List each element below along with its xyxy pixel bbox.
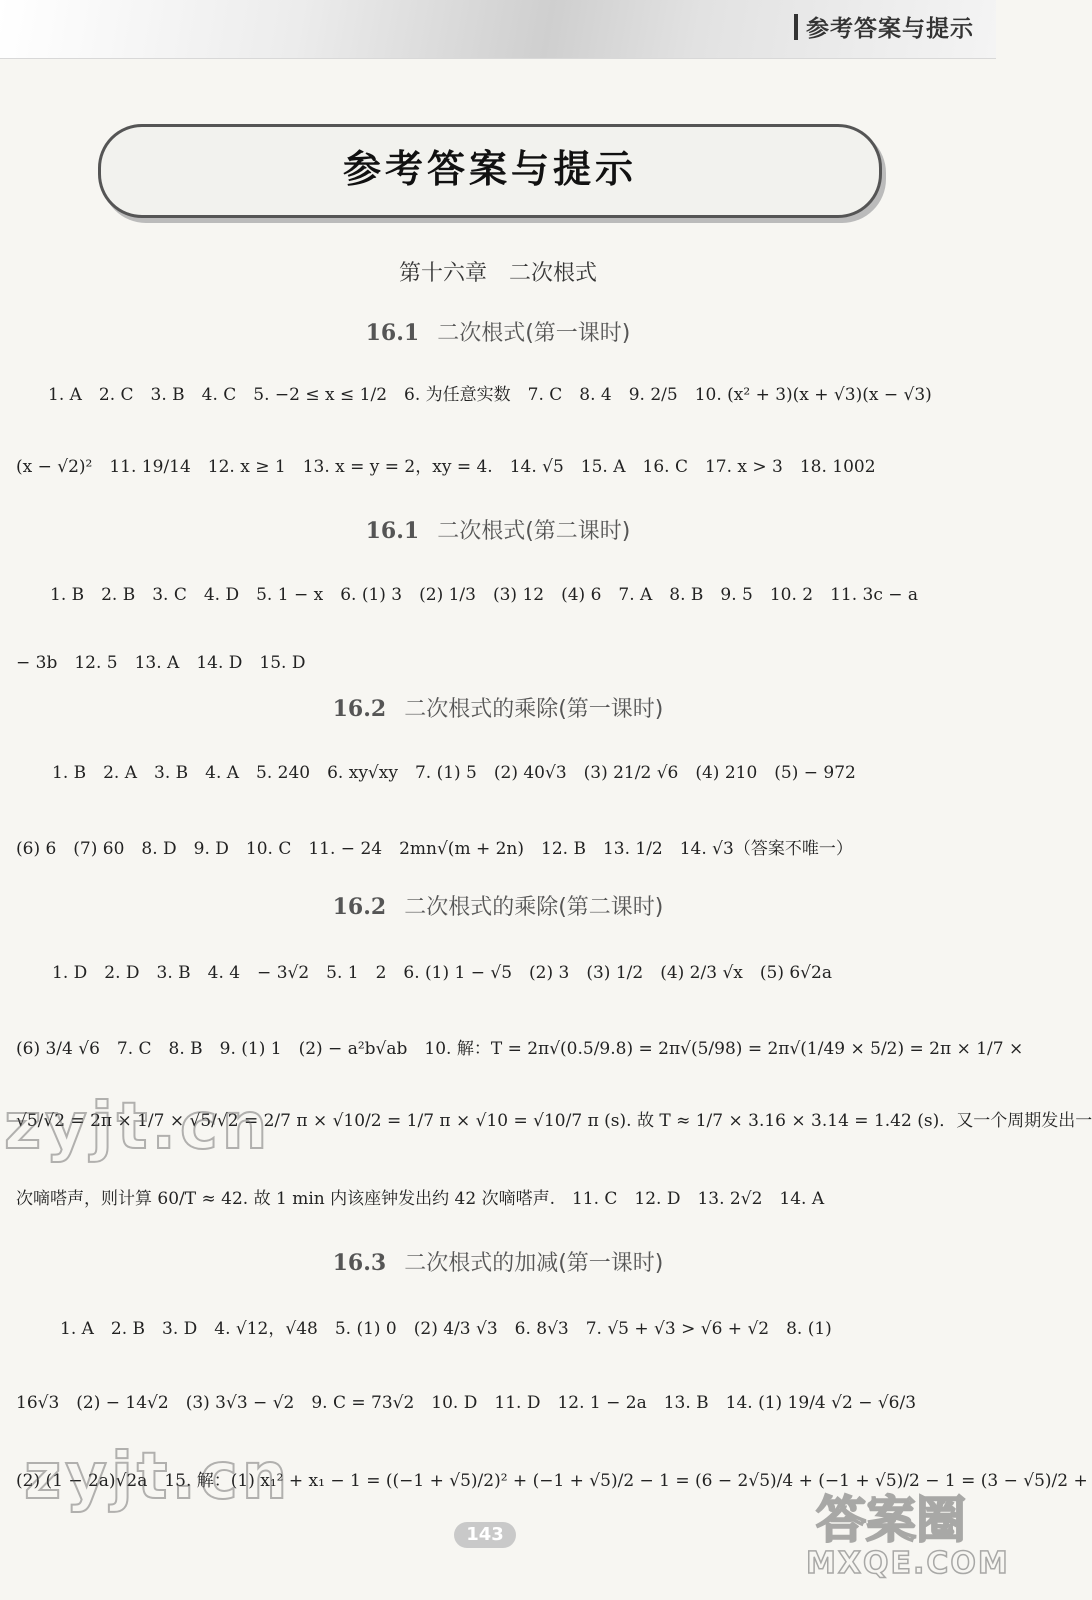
title-banner	[98, 124, 882, 218]
answer-line: 1. D 2. D 3. B 4. 4 − 3√2 5. 1 2 6. (1) 1 − √5 (2) 3 (3) 1/2 (4) 2/3 √x (5) 6√2a	[52, 963, 832, 983]
answer-line: 1. B 2. B 3. C 4. D 5. 1 − x 6. (1) 3 (2) 1/3 (3) 12 (4) 6 7. A 8. B 9. 5 10. 2 11. 3c − a	[50, 585, 919, 605]
answer-line: 1. A 2. B 3. D 4. √12，√48 5. (1) 0 (2) 4/3 √3 6. 8√3 7. √5 + √3 > √6 + √2 8. (1)	[60, 1319, 832, 1339]
answer-line: (2) (1 − 2a)√2a 15. 解：(1) x₁² + x₁ − 1 = ((−1 + √5)/2)² + (−1 + √5)/2 − 1 = (6 − 2√5)/4 + (−1 + √5)/2 − 1 = (3 − √5)/2 +	[16, 1471, 1088, 1491]
section-number: 16.2	[332, 894, 387, 920]
answer-line: 1. B 2. A 3. B 4. A 5. 240 6. xy√xy 7. (1) 5 (2) 40√3 (3) 21/2 √6 (4) 210 (5) − 972	[52, 763, 856, 783]
running-head-text: 参考答案与提示	[806, 16, 974, 42]
section-heading	[0, 1246, 996, 1277]
section-heading	[0, 514, 996, 545]
section-number: 16.2	[332, 696, 387, 722]
section-number: 16.3	[332, 1250, 387, 1276]
page-number: 143	[454, 1522, 516, 1548]
answer-line: (x − √2)² 11. 19/14 12. x ≥ 1 13. x = y = 2，xy = 4. 14. √5 15. A 16. C 17. x > 3 18. 1002	[16, 457, 876, 477]
corner-logo-text: 答案圈	[816, 1491, 966, 1549]
section-number: 16.1	[365, 320, 420, 346]
answer-line: (6) 6 (7) 60 8. D 9. D 10. C 11. − 24 2mn√(m + 2n) 12. B 13. 1/2 14. √3（答案不唯一）	[16, 839, 853, 859]
section-heading	[0, 316, 996, 347]
section-number: 16.1	[365, 518, 420, 544]
answer-line: 1. A 2. C 3. B 4. C 5. −2 ≤ x ≤ 1/2 6. 为任意实数 7. C 8. 4 9. 2/5 10. (x² + 3)(x + √3)(x − √3)	[48, 385, 932, 405]
answer-line: 次嘀嗒声，则计算 60/T ≈ 42. 故 1 min 内该座钟发出约 42 次嘀嗒声. 11. C 12. D 13. 2√2 14. A	[16, 1189, 825, 1209]
section-title: 二次根式(第二课时)	[437, 519, 631, 544]
running-head-bar	[794, 14, 798, 40]
section-title: 二次根式(第一课时)	[437, 321, 631, 346]
page-title: 参考答案与提示	[342, 147, 637, 191]
section-title: 二次根式的乘除(第一课时)	[404, 697, 664, 722]
section-title: 二次根式的乘除(第二课时)	[404, 895, 664, 920]
running-head	[794, 10, 974, 43]
corner-logo-url: MXQE.COM	[806, 1546, 1010, 1581]
watermark: zyjt.cn	[24, 1440, 292, 1514]
corner-logo	[806, 1480, 1010, 1590]
section-heading	[0, 890, 996, 921]
watermark: zyjt.cn	[4, 1090, 272, 1164]
answer-line: − 3b 12. 5 13. A 14. D 15. D	[16, 653, 306, 673]
chapter-heading: 第十六章 二次根式	[398, 261, 597, 286]
section-title: 二次根式的加减(第一课时)	[404, 1251, 664, 1276]
section-heading	[0, 692, 996, 723]
answer-line: (6) 3/4 √6 7. C 8. B 9. (1) 1 (2) − a²b√ab 10. 解：T = 2π√(0.5/9.8) = 2π√(5/98) = 2π√(1/49 × 5/2) = 2π × 1/7 ×	[16, 1039, 1024, 1059]
answer-line: √5/√2 = 2π × 1/7 × √5/√2 = 2/7 π × √10/2 = 1/7 π × √10 = √10/7 π (s). 故 T ≈ 1/7 × 3.16 × 3.14 = 1.42 (s)．又一个周期发出一	[16, 1111, 1092, 1131]
answer-line: 16√3 (2) − 14√2 (3) 3√3 − √2 9. C = 73√2 10. D 11. D 12. 1 − 2a 13. B 14. (1) 19/4 √2 − √6/3	[16, 1393, 917, 1413]
